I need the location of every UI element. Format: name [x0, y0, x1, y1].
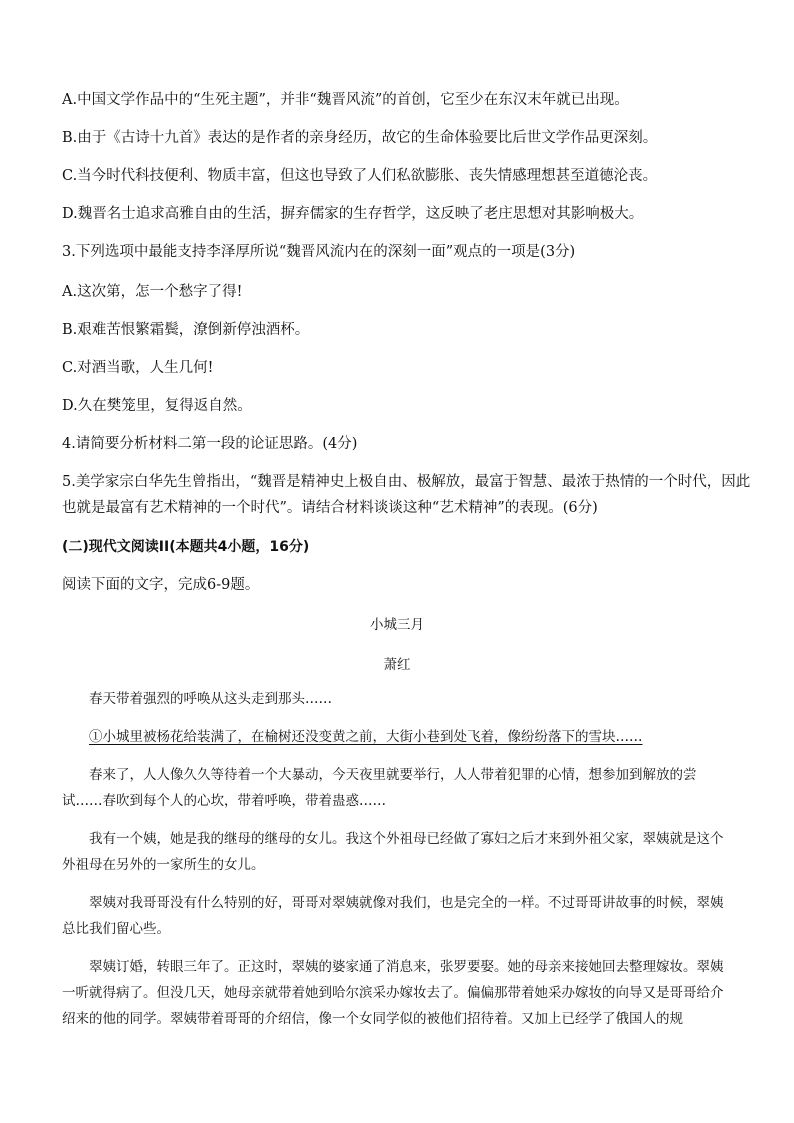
- article-paragraph-6: 翠姨订婚，转眼三年了。正这时，翠姨的婆家通了消息来，张罗要娶。她的母亲来接她回去整理嫁妆。翠姨一听就得病了。但没几天，她母亲就带着她到哈尔滨采办嫁妆去了。偏偏那带着她采办嫁妆的向导又是哥哥给介绍来的他的同学。翠姨带着哥哥的介绍信，像一个女同学似的被他们招待着。又加上已经学了俄国人的规: [62, 959, 724, 1027]
- article-paragraph-1: 春天带着强烈的呼唤从这头走到那头……: [89, 691, 332, 707]
- section-instruction: 阅读下面的文字，完成6-9题。: [62, 577, 260, 593]
- q3-option-c: C.对酒当歌，人生几何!: [62, 360, 214, 376]
- q4-stem: 4.请简要分析材料二第一段的论证思路。(4分): [62, 436, 358, 452]
- q3-option-b: B.艰难苦恨繁霜鬓，潦倒新停浊酒杯。: [62, 322, 310, 338]
- q2-option-d: D.魏晋名士追求高雅自由的生活，摒弃儒家的生存哲学，这反映了老庄思想对其影响极大。: [62, 206, 644, 222]
- q2-option-b: B.由于《古诗十九首》表达的是作者的亲身经历，故它的生命体验要比后世文学作品更深刻。: [62, 130, 658, 146]
- q2-option-a: A.中国文学作品中的“生死主题”，并非“魏晋风流”的首创，它至少在东汉末年就已出现。: [62, 92, 629, 108]
- article-paragraph-3: 春来了，人人像久久等待着一个大暴动，今天夜里就要举行，人人带着犯罪的心情，想参加到解放的尝试……春吹到每个人的心坎，带着呼唤，带着蛊惑……: [62, 767, 697, 809]
- article-title: 小城三月: [370, 617, 424, 633]
- q3-option-a: A.这次第，怎一个愁字了得!: [62, 284, 243, 300]
- article-paragraph-5: 翠姨对我哥哥没有什么特别的好，哥哥对翠姨就像对我们，也是完全的一样。不过哥哥讲故事的时候，翠姨总比我们留心些。: [62, 895, 724, 937]
- section-title: (二)现代文阅读II(本题共4小题，16分): [62, 539, 310, 555]
- underlined-sentence: ①小城里被杨花给装满了，在榆树还没变黄之前，大街小巷到处飞着，像纷纷落下的雪块……: [89, 729, 643, 745]
- q3-stem: 3.下列选项中最能支持李泽厚所说“魏晋风流内在的深刻一面”观点的一项是(3分): [62, 244, 576, 260]
- q2-option-c: C.当今时代科技便利、物质丰富，但这也导致了人们私欲膨胀、丧失情感理想甚至道德沦丧。: [62, 168, 658, 184]
- article-author: 萧红: [383, 657, 411, 673]
- q3-option-d: D.久在樊笼里，复得返自然。: [62, 398, 252, 414]
- article-paragraph-2: [62, 724, 732, 750]
- article-paragraph-4: 我有一个姨，她是我的继母的继母的女儿。我这个外祖母已经做了寡妇之后才来到外祖父家，翠姨就是这个外祖母在另外的一家所生的女儿。: [62, 831, 724, 873]
- q5-stem-line1: 5.美学家宗白华先生曾指出，“魏晋是精神史上极自由、极解放，最富于智慧、最浓于热情的一个时代，因此: [62, 474, 751, 490]
- q5-stem-line2: 也就是最富有艺术精神的一个时代”。请结合材料谈谈这种“艺术精神”的表现。(6分): [62, 500, 598, 516]
